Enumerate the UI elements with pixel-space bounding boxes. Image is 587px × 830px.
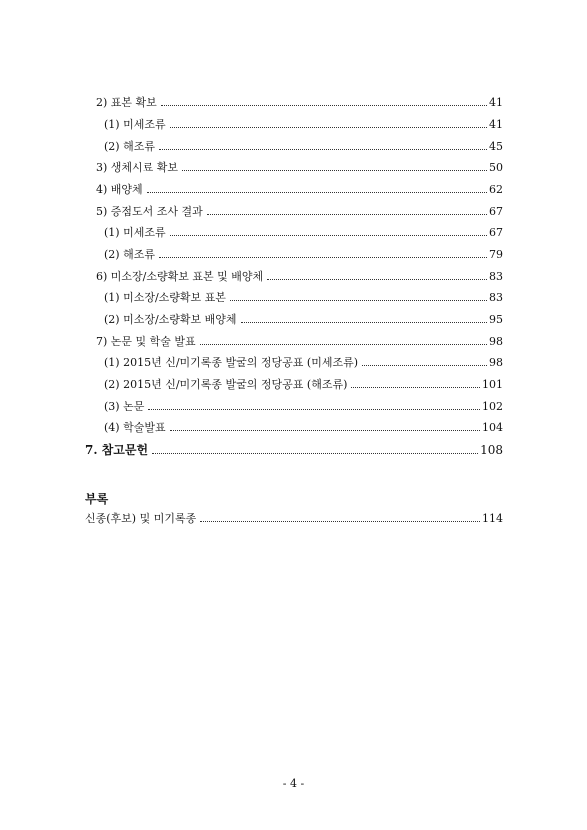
toc-entry-page: 108 xyxy=(480,443,503,457)
toc-entry-label: (4) 학술발표 xyxy=(104,421,166,434)
toc-entry-5-1-microalgae[interactable] xyxy=(104,223,503,243)
toc-entry-page: 98 xyxy=(489,356,503,369)
toc-entry-page: 114 xyxy=(482,512,503,525)
toc-entry-7-3-papers[interactable] xyxy=(104,397,503,417)
toc-entry-page: 41 xyxy=(489,118,503,131)
toc-entry-label: 6) 미소장/소량확보 표본 및 배양체 xyxy=(96,270,264,283)
toc-entry-3-biosample-acquisition[interactable] xyxy=(96,158,503,178)
toc-entry-label: (1) 2015년 신/미기록종 발굴의 정당공표 (미세조류) xyxy=(104,356,358,369)
toc-entry-page: 50 xyxy=(489,161,503,174)
toc-entry-label: (2) 해조류 xyxy=(104,248,155,261)
toc-entry-2-2-seaweed[interactable] xyxy=(104,137,503,157)
toc-entry-6-1-unheld-specimens[interactable] xyxy=(104,288,503,308)
toc-entry-5-2-seaweed[interactable] xyxy=(104,245,503,265)
toc-entry-5-survey-results[interactable] xyxy=(96,202,503,222)
toc-entry-label: (3) 논문 xyxy=(104,400,145,413)
dot-leader xyxy=(351,387,480,388)
toc-entry-page: 102 xyxy=(482,400,503,413)
dot-leader xyxy=(230,300,487,301)
dot-leader xyxy=(182,170,487,171)
dot-leader xyxy=(147,192,487,193)
appendix-entry-new-species[interactable] xyxy=(85,509,503,529)
dot-leader xyxy=(362,365,487,366)
toc-entry-page: 62 xyxy=(489,183,503,196)
page-number: - 4 - xyxy=(282,777,305,790)
toc-entry-page: 95 xyxy=(489,313,503,326)
toc-entry-page: 83 xyxy=(489,291,503,304)
toc-entry-label: (2) 2015년 신/미기록종 발굴의 정당공표 (해조류) xyxy=(104,378,348,391)
toc-entry-label: (2) 해조류 xyxy=(104,140,155,153)
dot-leader xyxy=(159,149,487,150)
toc-entry-label: 5) 증점도서 조사 결과 xyxy=(96,205,203,218)
toc-entry-page: 104 xyxy=(482,421,503,434)
dot-leader xyxy=(241,322,487,323)
dot-leader xyxy=(267,279,487,280)
toc-entry-label: (2) 미소장/소량확보 배양체 xyxy=(104,313,237,326)
toc-entry-label: 4) 배양체 xyxy=(96,183,143,196)
toc-entry-label: (1) 미소장/소량확보 표본 xyxy=(104,291,226,304)
toc-entry-4-cultures[interactable] xyxy=(96,180,503,200)
dot-leader xyxy=(152,453,478,454)
toc-entry-7-1-publication-microalgae[interactable] xyxy=(104,353,503,373)
toc-entry-page: 83 xyxy=(489,270,503,283)
toc-entry-2-1-microalgae[interactable] xyxy=(104,115,503,135)
dot-leader xyxy=(148,409,480,410)
dot-leader xyxy=(170,127,487,128)
toc-entry-page: 79 xyxy=(489,248,503,261)
appendix-heading: 부록 xyxy=(85,492,109,506)
toc-entry-7-2-publication-seaweed[interactable] xyxy=(104,375,503,395)
toc-entry-label: 3) 생체시료 확보 xyxy=(96,161,179,174)
dot-leader xyxy=(161,105,487,106)
toc-entry-label: 신종(후보) 및 미기록종 xyxy=(85,512,197,525)
toc-entry-label: (1) 미세조류 xyxy=(104,118,166,131)
toc-entry-page: 98 xyxy=(489,335,503,348)
dot-leader xyxy=(170,430,480,431)
toc-entry-6-unheld-specimens-cultures[interactable] xyxy=(96,267,503,287)
toc-entry-7-4-presentations[interactable] xyxy=(104,418,503,438)
dot-leader xyxy=(159,257,487,258)
toc-entry-page: 67 xyxy=(489,226,503,239)
dot-leader xyxy=(170,235,487,236)
toc-entry-page: 45 xyxy=(489,140,503,153)
dot-leader xyxy=(200,521,480,522)
toc-entry-2-specimen-acquisition[interactable] xyxy=(96,93,503,113)
toc-entry-page: 67 xyxy=(489,205,503,218)
toc-entry-page: 101 xyxy=(482,378,503,391)
toc-entry-label: 2) 표본 확보 xyxy=(96,96,157,109)
toc-entry-label: (1) 미세조류 xyxy=(104,226,166,239)
dot-leader xyxy=(207,214,487,215)
toc-entry-7-references[interactable] xyxy=(85,440,503,460)
toc-entry-page: 41 xyxy=(489,96,503,109)
toc-entry-label: 7. 참고문헌 xyxy=(85,443,149,457)
toc-entry-6-2-unheld-cultures[interactable] xyxy=(104,310,503,330)
toc-entry-label: 7) 논문 및 학술 발표 xyxy=(96,335,196,348)
dot-leader xyxy=(200,344,487,345)
toc-entry-7-papers-presentations[interactable] xyxy=(96,332,503,352)
